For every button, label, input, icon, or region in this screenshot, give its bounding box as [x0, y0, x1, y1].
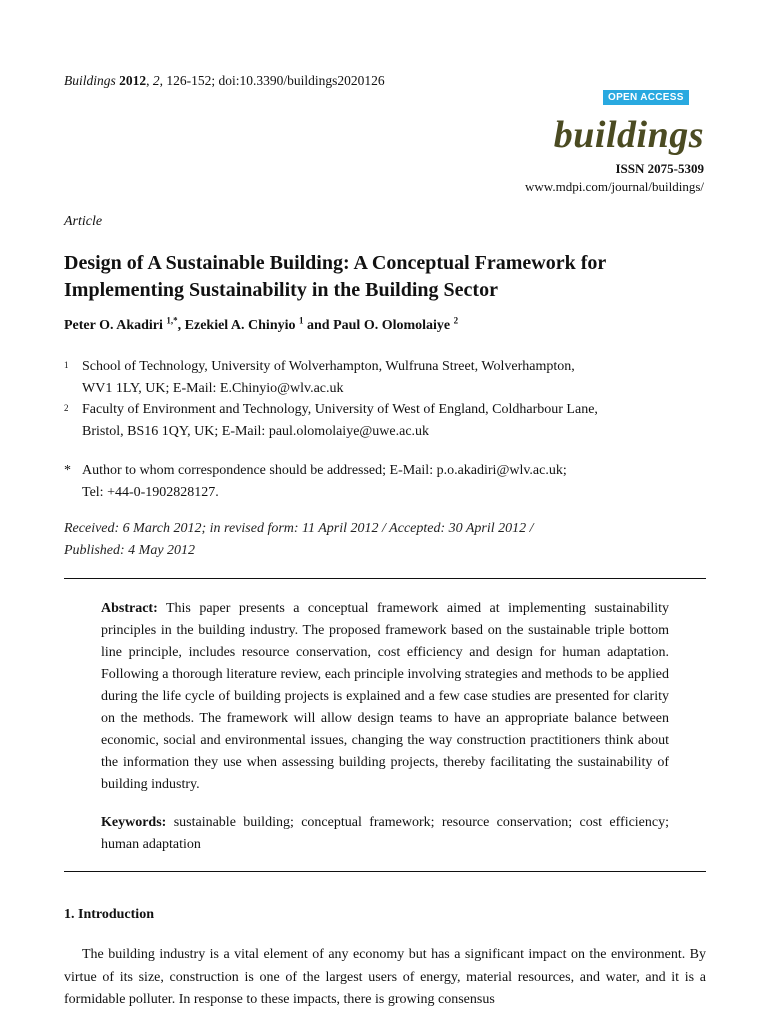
author-affiliation-mark: 1	[299, 315, 304, 326]
author-affiliation-mark: 1,*	[166, 315, 178, 326]
author-name: Peter O. Akadiri	[64, 318, 163, 333]
author-affiliation-mark: 2	[453, 315, 459, 326]
article-type: Article	[64, 214, 103, 229]
dates-line: Received: 6 March 2012; in revised form: 11 April 2012 / Accepted: 30 April 2012 /	[64, 521, 534, 536]
issn: ISSN 2075-5309	[615, 161, 704, 176]
affiliation-line: Tel: +44-0-1902828127.	[82, 485, 219, 500]
dates-line: Published: 4 May 2012	[64, 543, 196, 558]
open-access-badge: OPEN ACCESS	[603, 90, 689, 105]
journal-name: Buildings	[64, 73, 116, 88]
citation-volume: 2	[152, 73, 160, 88]
journal-logo: buildings	[553, 114, 704, 156]
affiliation-marker: 2	[64, 403, 69, 413]
keywords-text: sustainable building; conceptual framework; resource conservation; cost efficiency; human adaptation	[101, 815, 670, 852]
affiliation-line: Faculty of Environment and Technology, University of West of England, Coldharbour Lane,	[82, 402, 598, 417]
abstract	[101, 598, 669, 796]
affiliation-marker: 1	[64, 360, 69, 370]
keywords-label: Keywords:	[101, 815, 167, 830]
top-divider	[64, 578, 706, 579]
journal-url-link[interactable]: www.mdpi.com/journal/buildings/	[525, 179, 704, 194]
section-heading: 1. Introduction	[64, 907, 154, 922]
citation-line: Buildings 2012, 2, 126-152; doi:10.3390/buildings2020126	[64, 73, 385, 88]
bottom-divider	[64, 871, 706, 872]
abstract-label: Abstract:	[101, 601, 158, 616]
publication-dates	[64, 518, 684, 562]
author-name: Ezekiel A. Chinyio	[184, 318, 296, 333]
author-list: Peter O. Akadiri $^{1,*}$, Ezekiel A. Chinyio $^1$ and Paul O. Olomolaiye $^2$	[64, 315, 459, 333]
affiliation-line: Author to whom correspondence should be addressed; E-Mail: p.o.akadiri@wlv.ac.uk;	[82, 463, 567, 478]
citation-pages-doi: , 126-152; doi:10.3390/buildings2020126	[159, 73, 385, 88]
keywords	[101, 812, 669, 856]
author-name: Paul O. Olomolaiye	[333, 318, 451, 333]
citation-year: 2012	[119, 73, 147, 88]
affiliation-line: WV1 1LY, UK; E-Mail: E.Chinyio@wlv.ac.uk	[82, 381, 344, 396]
affiliation-line: Bristol, BS16 1QY, UK; E-Mail: paul.olomolaiye@uwe.ac.uk	[82, 424, 430, 439]
paper-title: Design of A Sustainable Building: A Conceptual Framework for Implementing Sustainability in the Building Sector	[64, 252, 606, 301]
affiliation-marker: *	[64, 463, 71, 478]
abstract-text: This paper presents a conceptual framework aimed at implementing sustainability principles in the building industry. The proposed framework based on the sustainable triple bottom line principle, includes resource conservation, cost efficiency and design for human adaptation. Following a thorough literature review, each principle involving strategies and methods to be applied during the life cycle of building projects is explained and a few case studies are presented for clarity on the methods. The framework will allow design teams to have an appropriate balance between economic, social and environmental issues, changing the way construction practitioners think about the information they use when assessing building projects, thereby facilitating the sustainability of building industry.	[101, 601, 670, 792]
body-paragraph: The building industry is a vital element of any economy but has a significant impact on the environment. By virtue of its size, construction is one of the largest users of energy, material resources, and water, and it is a formidable polluter. In response to these impacts, there is growing consensus	[64, 947, 706, 1007]
affiliation-line: School of Technology, University of Wolverhampton, Wulfruna Street, Wolverhampton,	[82, 359, 575, 374]
